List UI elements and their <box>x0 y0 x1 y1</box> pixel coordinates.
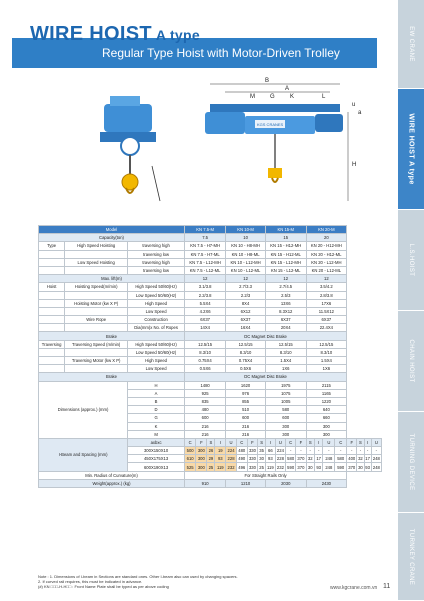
table-cell: 93 <box>316 464 322 470</box>
table-cell: Weight(approx.) (kg) <box>39 479 185 487</box>
table-cell: 17 <box>316 456 322 462</box>
table-cell: 1220 <box>306 397 347 405</box>
dim-l-label: L <box>322 94 326 100</box>
table-cell: 976 <box>226 389 266 397</box>
table-cell: KN 10 - L12-MH <box>226 258 266 266</box>
table-cell <box>39 348 65 356</box>
table-cell: KN 10 - H8-MH <box>226 242 266 250</box>
table-cell: 93 <box>215 455 226 463</box>
table-cell: Dimensions (approx.) (mm) <box>39 381 128 438</box>
table-cell: Max. lift(m) <box>39 275 185 283</box>
table-cell: 2030 <box>265 479 306 487</box>
table-cell: 12 <box>306 275 347 283</box>
table-cell: 6X37 <box>265 316 306 324</box>
table-cell: 0.75X4 <box>185 357 226 365</box>
table-cell: 640 <box>306 406 347 414</box>
table-row <box>39 348 382 356</box>
table-cell: 0.5X6 <box>226 365 266 373</box>
table-cell: 300 <box>196 463 207 471</box>
dim-g-label: G <box>270 94 275 100</box>
table-cell: G <box>128 414 185 422</box>
table-cell: 1480 <box>185 381 226 389</box>
table-cell: S <box>258 438 266 446</box>
table-cell: 12.5/15 <box>306 340 347 348</box>
table-cell: Low Speed <box>128 365 185 373</box>
table-row <box>39 283 382 291</box>
table-cell: B <box>128 397 185 405</box>
table-cell: KN 15 - H12-MH <box>265 242 306 250</box>
table-cell: Low Speed 50/60(Hz) <box>128 291 185 299</box>
table-cell: 2.8/3.8 <box>306 291 347 299</box>
side-tab-turning-device[interactable]: TURNING DEVICE <box>398 412 424 513</box>
table-cell: 12.5/15 <box>265 340 306 348</box>
table-cell: 1620 <box>226 381 266 389</box>
table-cell: 20X4 <box>265 324 306 332</box>
table-cell <box>39 365 65 373</box>
table-cell: 300 <box>265 430 306 438</box>
table-cell: 216 <box>185 430 226 438</box>
table-cell: D <box>128 406 185 414</box>
table-cell: traversing high <box>128 258 185 266</box>
page-title: WIRE HOIST A type <box>30 23 200 45</box>
table-cell: Model <box>39 226 185 234</box>
table-cell: KN 7.5 - L12-MH <box>185 258 226 266</box>
table-cell: 1165 <box>306 389 347 397</box>
table-cell: 2.5/3 <box>265 291 306 299</box>
table-cell <box>39 258 65 266</box>
table-cell: 5.5X4 <box>185 299 226 307</box>
table-row <box>39 307 382 315</box>
table-cell: 600 <box>265 414 306 422</box>
table-row <box>39 438 382 446</box>
brand-mark: KGS CRANES <box>257 122 284 127</box>
table-cell: 119 <box>267 464 274 470</box>
table-cell: 300 <box>265 422 306 430</box>
table-cell: 2.2/3 <box>226 291 266 299</box>
table-cell: 228 <box>276 456 284 462</box>
table-cell: 1X6 <box>265 365 306 373</box>
table-row <box>39 291 382 299</box>
table-cell: 510 <box>226 406 266 414</box>
table-cell: 30 <box>307 464 313 470</box>
table-row <box>39 266 382 274</box>
table-cell: KN 10-M <box>226 226 266 234</box>
table-cell <box>39 316 65 324</box>
dim-a-small-label: a <box>358 110 362 116</box>
table-cell: KN 7.5-M <box>185 226 226 234</box>
table-row <box>39 332 382 340</box>
table-cell: 0.5X6 <box>185 365 226 373</box>
table-cell: F <box>247 438 258 446</box>
table-cell: 330 <box>248 448 256 454</box>
table-cell: I-Beam and Spacing (mm) <box>39 438 128 471</box>
table-cell: I <box>314 438 322 446</box>
table-cell: 8.3/10 <box>226 348 266 356</box>
table-cell: 525 <box>185 463 196 471</box>
table-row <box>39 340 382 348</box>
table-cell: 300 <box>306 422 347 430</box>
table-cell: traversing high <box>128 242 185 250</box>
page-number: 11 <box>383 583 391 590</box>
table-cell: 6X37 <box>185 316 226 324</box>
table-cell: 93 <box>265 455 275 463</box>
table-cell: 330 <box>248 464 256 470</box>
table-cell: 370 <box>297 456 305 462</box>
table-cell: Low Speed Hoisting <box>65 258 128 266</box>
table-cell: 224 <box>276 448 284 454</box>
table-cell: - <box>335 447 347 455</box>
table-cell: Traversing Speed (m/min) <box>65 340 128 348</box>
table-cell: High Speed <box>128 299 185 307</box>
table-cell: U <box>275 438 285 446</box>
table-cell: F <box>347 438 357 446</box>
table-cell: 496 <box>238 464 246 470</box>
table-cell: 600 <box>185 414 226 422</box>
side-tab-turnkey-crane[interactable]: TURNKEY CRANE <box>398 513 424 601</box>
table-row <box>39 258 382 266</box>
table-cell: I <box>364 438 371 446</box>
table-cell: - <box>286 447 296 455</box>
table-row <box>39 316 382 324</box>
table-cell: U <box>323 438 335 446</box>
table-cell: 590 <box>335 463 347 471</box>
side-tab-ew-crane[interactable]: EW CRANE <box>398 0 424 89</box>
table-cell: High Speed Hoisting <box>65 242 128 250</box>
table-cell: 12 <box>185 275 226 283</box>
table-cell: 910 <box>185 479 226 487</box>
table-cell: 16X4 <box>226 324 266 332</box>
table-cell: 580 <box>287 456 295 462</box>
dim-h-label: H <box>352 162 357 168</box>
table-cell: KN 20 - L12-MH <box>306 258 347 266</box>
table-cell: 2.7/3.3 <box>226 283 266 291</box>
table-cell: 370 <box>348 464 356 470</box>
table-cell <box>39 324 65 332</box>
table-cell: 11.5X12 <box>306 307 347 315</box>
table-cell: 228 <box>227 456 235 462</box>
table-cell: 4.2X6 <box>185 307 226 315</box>
table-cell: Min. Radius of Curvature(m) <box>39 471 185 479</box>
table-cell: 1.5X4 <box>265 357 306 365</box>
page-subtitle: Regular Type Hoist with Motor-Driven Trolley <box>102 46 340 60</box>
table-cell <box>39 307 65 315</box>
table-cell: 17 <box>365 456 370 462</box>
table-cell: 600 <box>226 414 266 422</box>
table-cell: KN 20 - H12-MH <box>306 242 347 250</box>
dim-m-label: M <box>250 94 255 100</box>
table-cell: I <box>215 438 226 446</box>
table-cell: 17X6 <box>306 299 347 307</box>
table-cell: Low Speed 50/60(Hz) <box>128 348 185 356</box>
table-cell: 580 <box>335 455 347 463</box>
table-cell: 66 <box>265 447 275 455</box>
table-cell <box>39 299 65 307</box>
table-cell: 925 <box>185 389 226 397</box>
table-cell <box>65 266 128 274</box>
table-cell: Brake <box>39 373 185 381</box>
table-cell: 32 <box>307 456 313 462</box>
table-cell: KN 7.5 - L12-ML <box>185 266 226 274</box>
table-row <box>39 275 382 283</box>
table-cell: 216 <box>226 422 266 430</box>
table-cell: 22.4X4 <box>306 324 347 332</box>
table-cell: 3.5/4.2 <box>306 283 347 291</box>
table-cell: Type <box>39 242 65 250</box>
table-cell: 480 <box>238 448 246 454</box>
table-cell: 93 <box>365 464 370 470</box>
table-cell: 232 <box>276 464 284 470</box>
table-cell: 8X4 <box>226 299 266 307</box>
table-cell: 590 <box>287 464 295 470</box>
table-cell: 300X150X10 <box>128 447 185 455</box>
table-cell: M <box>128 430 185 438</box>
table-cell: 6X12 <box>226 307 266 315</box>
table-cell: - <box>371 447 381 455</box>
table-cell: 0.75X4 <box>226 357 266 365</box>
table-cell: 835 <box>185 397 226 405</box>
table-cell <box>39 357 65 365</box>
table-cell: 1005 <box>265 397 306 405</box>
table-cell <box>65 348 128 356</box>
table-cell: 8.3/10 <box>265 348 306 356</box>
table-cell: 1975 <box>265 381 306 389</box>
table-cell <box>39 250 65 258</box>
table-cell: 216 <box>185 422 226 430</box>
side-tab-chain-hoist[interactable]: CHAIN HOIST <box>398 311 424 412</box>
table-cell: 855 <box>226 397 266 405</box>
table-cell: 248 <box>323 455 335 463</box>
table-cell: KN 7.5 - H7-ML <box>185 250 226 258</box>
table-cell: High Speed 50/60(Hz) <box>128 283 185 291</box>
table-row <box>39 479 382 487</box>
table-cell: KN 15-M <box>265 226 306 234</box>
table-cell: 32 <box>358 456 363 462</box>
table-cell: 2.7/4.5 <box>265 283 306 291</box>
table-cell: High Speed 50/60(Hz) <box>128 340 185 348</box>
table-cell <box>65 365 128 373</box>
table-cell <box>39 266 65 274</box>
table-cell: - <box>347 447 357 455</box>
table-cell: 480 <box>185 406 226 414</box>
table-row <box>39 242 382 250</box>
table-cell: 2430 <box>306 479 347 487</box>
table-row <box>39 381 382 389</box>
table-cell: 119 <box>215 463 226 471</box>
table-cell: 1210 <box>226 479 266 487</box>
table-cell: 370 <box>297 464 305 470</box>
table-cell: DC Magnet Disc Brake <box>185 332 347 340</box>
table-cell: 248 <box>372 456 380 462</box>
table-cell: 35 <box>259 448 264 454</box>
table-cell <box>39 291 65 299</box>
table-cell: axbxc <box>128 438 185 446</box>
table-cell: 25 <box>259 464 264 470</box>
dim-k-label: K <box>290 94 295 100</box>
table-cell: H <box>128 381 185 389</box>
table-row <box>39 234 382 242</box>
table-cell: 330 <box>248 456 256 462</box>
table-cell: 610 <box>185 455 196 463</box>
table-cell: - <box>314 447 322 455</box>
table-cell: 3.1/3.8 <box>185 283 226 291</box>
table-cell: Hoisting Speed(m/min) <box>65 283 128 291</box>
table-cell: 248 <box>372 464 380 470</box>
table-cell: 8.3X12 <box>265 307 306 315</box>
table-cell: 660 <box>306 414 347 422</box>
table-cell: 300 <box>196 455 207 463</box>
table-cell: Capacity(ton) <box>39 234 185 242</box>
title-banner <box>12 12 377 68</box>
table-row <box>39 226 382 234</box>
table-cell: 400 <box>348 456 356 462</box>
table-cell: 2115 <box>306 381 347 389</box>
footer-url[interactable]: www.kgcrane.com.vn <box>330 585 378 591</box>
table-cell: 450X175X13 <box>128 455 185 463</box>
table-cell: 30 <box>259 456 264 462</box>
table-cell: KN 20-M <box>306 226 347 234</box>
table-cell: 300 <box>306 430 347 438</box>
table-cell: 1075 <box>265 389 306 397</box>
table-cell: 490 <box>238 456 246 462</box>
table-cell: Brake <box>39 332 185 340</box>
table-cell: 6X37 <box>226 316 266 324</box>
dim-b-label: B <box>265 78 270 84</box>
table-cell: KN 15 - L12-ML <box>265 266 306 274</box>
table-cell: 15 <box>265 234 306 242</box>
table-cell: - <box>323 447 335 455</box>
hoist-diagram <box>90 76 390 206</box>
table-cell: 25 <box>208 464 214 470</box>
note-1: Note : 1. Dimensions of I-beam in Sections are standard ones. Other I-beam also can used by changing spacers. <box>38 574 238 579</box>
spec-table <box>38 225 382 488</box>
table-cell: traversing low <box>128 250 185 258</box>
table-cell <box>65 307 128 315</box>
table-cell: 12 <box>226 275 266 283</box>
table-cell: 30 <box>358 464 363 470</box>
table-cell: 12.5/15 <box>226 340 266 348</box>
table-cell: KN 20 - L12-ML <box>306 266 347 274</box>
table-cell: A <box>128 389 185 397</box>
table-cell: KN 20 - H12-ML <box>306 250 347 258</box>
table-cell: 29 <box>208 456 214 462</box>
table-cell: S <box>357 438 364 446</box>
table-cell: KN 10 - H8-ML <box>226 250 266 258</box>
table-cell: Hoist <box>39 283 65 291</box>
table-row <box>39 373 382 381</box>
table-cell: 1.5X4 <box>306 357 347 365</box>
table-cell: 20 <box>306 234 347 242</box>
table-cell: - <box>364 447 371 455</box>
table-cell: Dia(mm)x No. of Ropes <box>128 324 185 332</box>
table-cell: 10 <box>226 234 266 242</box>
note-3: (#) KN □□□-H-H□□ : Front Name Plate shall be typed as per above coding <box>38 584 169 589</box>
table-row <box>39 357 382 365</box>
table-cell: Traversing Motor (kw X P) <box>65 357 128 365</box>
hoist-front-view <box>205 78 362 201</box>
table-cell: 19 <box>215 447 226 455</box>
table-cell: 248 <box>323 463 335 471</box>
table-cell: Low Speed <box>128 307 185 315</box>
table-cell: 224 <box>227 448 235 454</box>
table-cell: F <box>196 438 207 446</box>
side-tab-ls-hoist[interactable]: L.S.HOIST <box>398 210 424 311</box>
table-cell: 600X190X13 <box>128 463 185 471</box>
table-cell: Wire Rope <box>65 316 128 324</box>
table-cell: C <box>236 438 247 446</box>
table-cell: DC Magnet Disc Brake <box>185 373 347 381</box>
table-cell: K <box>128 422 185 430</box>
table-cell: I <box>265 438 275 446</box>
side-tab-wire-hoist[interactable]: WIRE HOIST A type <box>398 89 424 210</box>
table-cell: High Speed <box>128 357 185 365</box>
table-cell: C <box>286 438 296 446</box>
table-cell: - <box>296 447 306 455</box>
table-row <box>39 365 382 373</box>
table-cell: U <box>226 438 237 446</box>
table-cell: 6X37 <box>306 316 347 324</box>
table-cell: 232 <box>227 464 235 470</box>
table-cell: 216 <box>226 430 266 438</box>
table-row <box>39 471 382 479</box>
table-cell: 12.5/15 <box>185 340 226 348</box>
table-cell: U <box>371 438 381 446</box>
table-cell: S <box>306 438 314 446</box>
table-cell: 8.3/10 <box>185 348 226 356</box>
table-cell: 500 <box>185 447 196 455</box>
table-row <box>39 324 382 332</box>
table-cell: 7.5 <box>185 234 226 242</box>
table-cell: 14X4 <box>185 324 226 332</box>
table-cell: C <box>185 438 196 446</box>
title-suffix: A type <box>155 27 200 43</box>
note-2: 2. If curved rail requires, this must be indicated in advance. <box>38 579 143 584</box>
table-cell: - <box>306 447 314 455</box>
table-cell: 8.3/10 <box>306 348 347 356</box>
table-cell: 13X6 <box>265 299 306 307</box>
table-cell <box>65 250 128 258</box>
table-cell: KN 15 - L12-MH <box>265 258 306 266</box>
table-cell: 580 <box>265 406 306 414</box>
table-cell: 26 <box>208 448 214 454</box>
table-cell: traversing low <box>128 266 185 274</box>
notes <box>38 574 238 589</box>
table-row <box>39 250 382 258</box>
table-cell <box>65 324 128 332</box>
table-cell: 2.2/3.8 <box>185 291 226 299</box>
table-cell: Construction <box>128 316 185 324</box>
table-cell: 12 <box>265 275 306 283</box>
hoist-side-view <box>100 96 160 201</box>
table-cell: KN 10 - L12-ML <box>226 266 266 274</box>
dim-a-label: A <box>285 86 290 92</box>
dim-u-label: u <box>352 102 356 108</box>
table-cell: Hoisting Motor (kw X P) <box>65 299 128 307</box>
table-cell: C <box>335 438 347 446</box>
table-row <box>39 299 382 307</box>
table-cell: KN 15 - H12-ML <box>265 250 306 258</box>
table-cell: S <box>207 438 215 446</box>
table-cell: Traversing <box>39 340 65 348</box>
table-cell: For Straight Rails Only <box>185 471 347 479</box>
table-cell: 1X6 <box>306 365 347 373</box>
table-cell <box>65 291 128 299</box>
table-cell: - <box>357 447 364 455</box>
table-cell: F <box>296 438 306 446</box>
table-cell: 300 <box>196 447 207 455</box>
table-cell: KN 7.5 - H7-MH <box>185 242 226 250</box>
